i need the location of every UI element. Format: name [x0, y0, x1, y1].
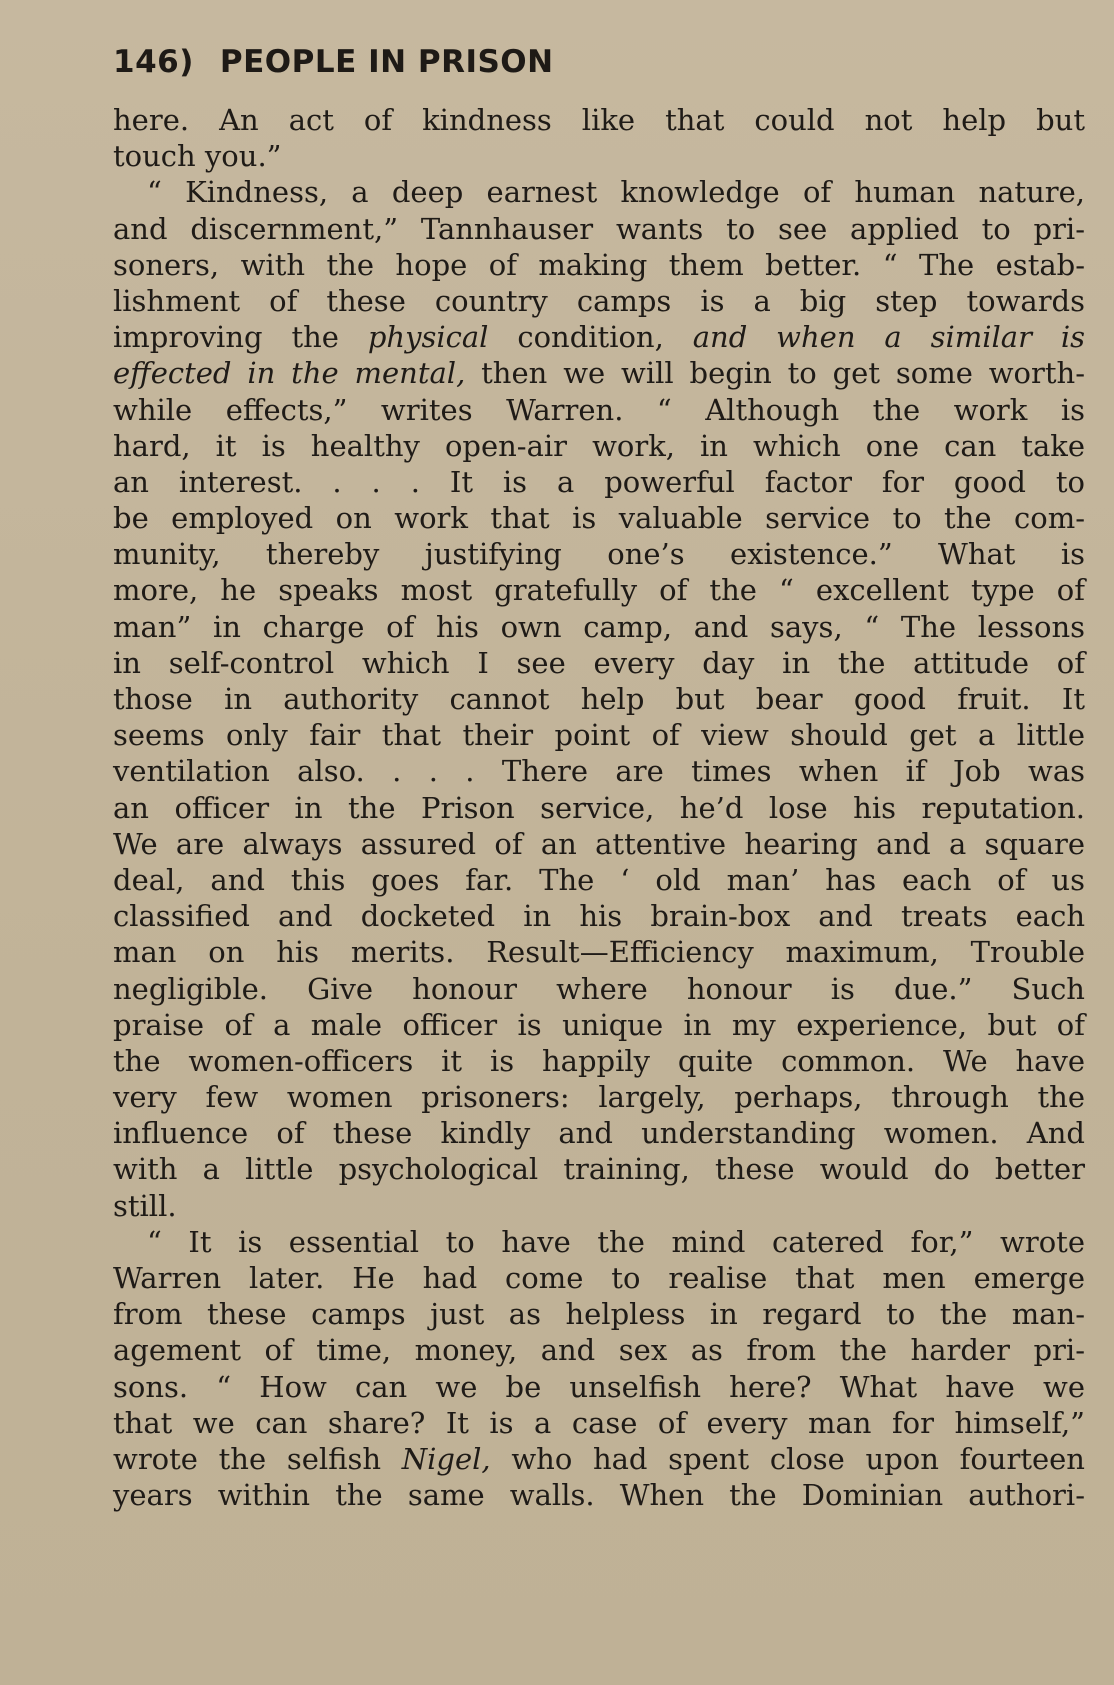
page-number: 146) [113, 44, 194, 80]
italic-run: Nigel, [401, 1441, 491, 1476]
text-line: the women-officers it is happily quite common. We have [113, 1043, 1085, 1078]
text-line: in self-control which I see every day in the attitude of [113, 645, 1085, 680]
text-line: those in authority cannot help but bear good fruit. It [113, 682, 1085, 716]
running-header [113, 44, 554, 92]
text-line: touch you.” [113, 139, 282, 174]
text-line: very few women prisoners: largely, perhaps, through the [113, 1080, 1085, 1115]
text-line: soners, with the hope of making them better. “ The estab- [113, 247, 1085, 282]
text-line: deal, and this goes far. The ‘ old man’ has each of us [113, 862, 1085, 897]
text-line: still. [113, 1188, 177, 1223]
text-line: be employed on work that is valuable service to the com- [113, 501, 1085, 536]
text-line [113, 355, 1085, 391]
text-line: years within the same walls. When the Dominian authori- [113, 1478, 1085, 1513]
text-line [113, 319, 1085, 355]
text-line: classified and docketed in his brain-box and treats each [113, 899, 1085, 934]
text-line: sons. “ How can we be unselfish here? What have we [113, 1369, 1085, 1404]
text-line: praise of a male officer is unique in my experience, but of [113, 1007, 1085, 1042]
text-line: Warren later. He had come to realise that men emerge [113, 1261, 1085, 1295]
italic-run: effected in the mental, [113, 356, 466, 391]
text-line: agement of time, money, and sex as from the harder pri- [113, 1333, 1085, 1368]
body-text [113, 102, 1085, 1513]
text-line: an interest. . . . It is a powerful factor for good to [113, 464, 1085, 499]
text-line: lishment of these country camps is a big step towards [113, 283, 1085, 318]
text-run: who had spent close upon fourteen [490, 1441, 1085, 1476]
text-line: here. An act of kindness like that could not help but [113, 103, 1085, 137]
text-line: “ Kindness, a deep earnest knowledge of human nature, [147, 175, 1085, 210]
running-title: PEOPLE IN PRISON [219, 44, 554, 80]
italic-run: physical [367, 320, 489, 355]
text-line: more, he speaks most gratefully of the “ excellent type of [113, 573, 1085, 608]
text-line: influence of these kindly and understanding women. And [113, 1116, 1085, 1151]
text-line: that we can share? It is a case of every man for himself,” [113, 1405, 1085, 1440]
text-line: seems only fair that their point of view should get a little [113, 718, 1085, 753]
text-run: improving the [113, 320, 368, 355]
text-line: man” in charge of his own camp, and says, “ The lessons [113, 609, 1085, 644]
italic-run: and when a similar is [692, 320, 1085, 355]
text-run: condition, [488, 320, 693, 355]
text-line: man on his merits. Result—Efficiency maximum, Trouble [113, 935, 1085, 970]
text-line: while effects,” writes Warren. “ Although the work is [113, 392, 1085, 427]
text-line: an officer in the Prison service, he’d lose his reputation. [113, 790, 1085, 825]
text-line: with a little psychological training, these would do better [113, 1152, 1085, 1187]
text-run: then we will begin to get some worth- [465, 356, 1085, 391]
text-line: munity, thereby justifying one’s existence.” What is [113, 537, 1085, 572]
text-line: from these camps just as helpless in regard to the man- [113, 1297, 1085, 1332]
text-line: negligible. Give honour where honour is due.” Such [113, 971, 1085, 1006]
text-line [113, 1441, 1085, 1477]
text-run: wrote the selfish [113, 1441, 402, 1476]
text-line: We are always assured of an attentive hearing and a square [113, 826, 1085, 861]
text-line: “ It is essential to have the mind catered for,” wrote [147, 1224, 1085, 1259]
text-line: hard, it is healthy open-air work, in which one can take [113, 428, 1085, 463]
text-line: ventilation also. . . . There are times when if Job was [113, 754, 1085, 789]
text-line: and discernment,” Tannhauser wants to see applied to pri- [113, 211, 1085, 246]
